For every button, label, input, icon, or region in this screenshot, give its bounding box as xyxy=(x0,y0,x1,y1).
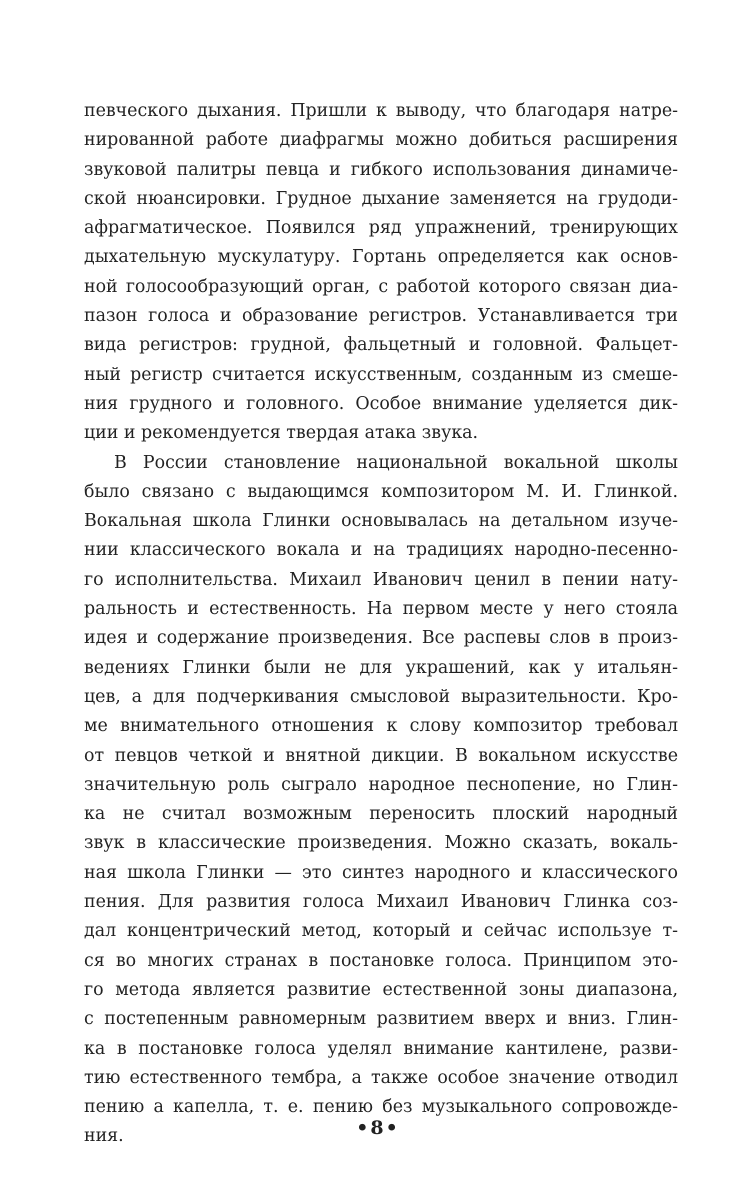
text-line: ся во многих странах в постановке голоса. Принципом это- xyxy=(84,950,678,971)
text-line: дал концентрический метод, который и сейчас используе т- xyxy=(84,921,678,942)
text-line: нии классического вокала и на традициях народно-песенно- xyxy=(84,540,678,561)
text-line: афрагматическое. Появился ряд упражнений, тренирующих xyxy=(84,218,678,239)
text-line: цев, а для подчеркивания смысловой выразительности. Кро- xyxy=(84,686,678,707)
paragraph-1 xyxy=(84,97,678,449)
text-line: ции и рекомендуется твердая атака звука. xyxy=(84,423,479,444)
text-line: с постепенным равномерным развитием вверх и вниз. Глин- xyxy=(84,1009,678,1030)
text-line: ния. xyxy=(84,1126,124,1147)
text-line: певческого дыхания. Пришли к выводу, что благодаря натре- xyxy=(84,101,678,121)
text-line: ме внимательного отношения к слову композитор требовал xyxy=(84,716,678,737)
text-line: дыхательную мускулатуру. Гортань определяется как основ- xyxy=(84,247,678,268)
text-line: ральность и естественность. На первом месте у него стояла xyxy=(84,599,678,620)
text-line: ный регистр считается искусственным, созданным из смеше- xyxy=(84,364,678,385)
text-line: ной голосообразующий орган, с работой которого связан диа- xyxy=(84,276,678,297)
text-line: ная школа Глинки — это синтез народного и классического xyxy=(84,862,678,883)
text-line: ния грудного и головного. Особое внимание уделяется дик- xyxy=(84,393,678,414)
text-line: го метода является развитие естественной зоны диапазона, xyxy=(84,979,678,1000)
text-line: пения. Для развития голоса Михаил Иванович Глинка соз- xyxy=(84,892,678,913)
page-number: •8• xyxy=(356,1117,400,1139)
text-line: го исполнительства. Михаил Иванович ценил в пении нату- xyxy=(84,569,678,590)
text-line: ведениях Глинки были не для украшений, как у итальян- xyxy=(84,657,678,678)
text-line: ка не считал возможным переносить плоский народный xyxy=(84,804,678,825)
body-text xyxy=(84,97,678,1152)
text-line: от певцов четкой и внятной дикции. В вокальном искусстве xyxy=(84,745,678,766)
text-line: звуковой палитры певца и гибкого использования динамиче- xyxy=(84,159,678,180)
text-line: нированной работе диафрагмы можно добиться расширения xyxy=(84,130,678,151)
text-line: тию естественного тембра, а также особое значение отводил xyxy=(84,1067,678,1088)
text-line: В России становление национальной вокальной школы xyxy=(114,452,678,473)
text-line: ка в постановке голоса уделял внимание кантилене, разви- xyxy=(84,1038,678,1059)
text-line: Вокальная школа Глинки основывалась на детальном изуче- xyxy=(84,511,678,532)
text-line: значительную роль сыграло народное песнопение, но Глин- xyxy=(84,774,678,795)
text-line: вида регистров: грудной, фальцетный и головной. Фальцет- xyxy=(84,335,678,356)
text-line: было связано с выдающимся композитором М. И. Глинкой. xyxy=(84,481,678,502)
paragraph-2 xyxy=(84,449,678,1152)
text-line: ской нюансировки. Грудное дыхание заменяется на грудоди- xyxy=(84,188,678,209)
text-line: пению а капелла, т. е. пению без музыкального сопровожде- xyxy=(84,1097,678,1118)
text-line: идея и содержание произведения. Все распевы слов в произ- xyxy=(84,628,678,649)
text-line: звук в классические произведения. Можно сказать, вокаль- xyxy=(84,833,678,854)
text-line: пазон голоса и образование регистров. Устанавливается три xyxy=(84,306,678,327)
